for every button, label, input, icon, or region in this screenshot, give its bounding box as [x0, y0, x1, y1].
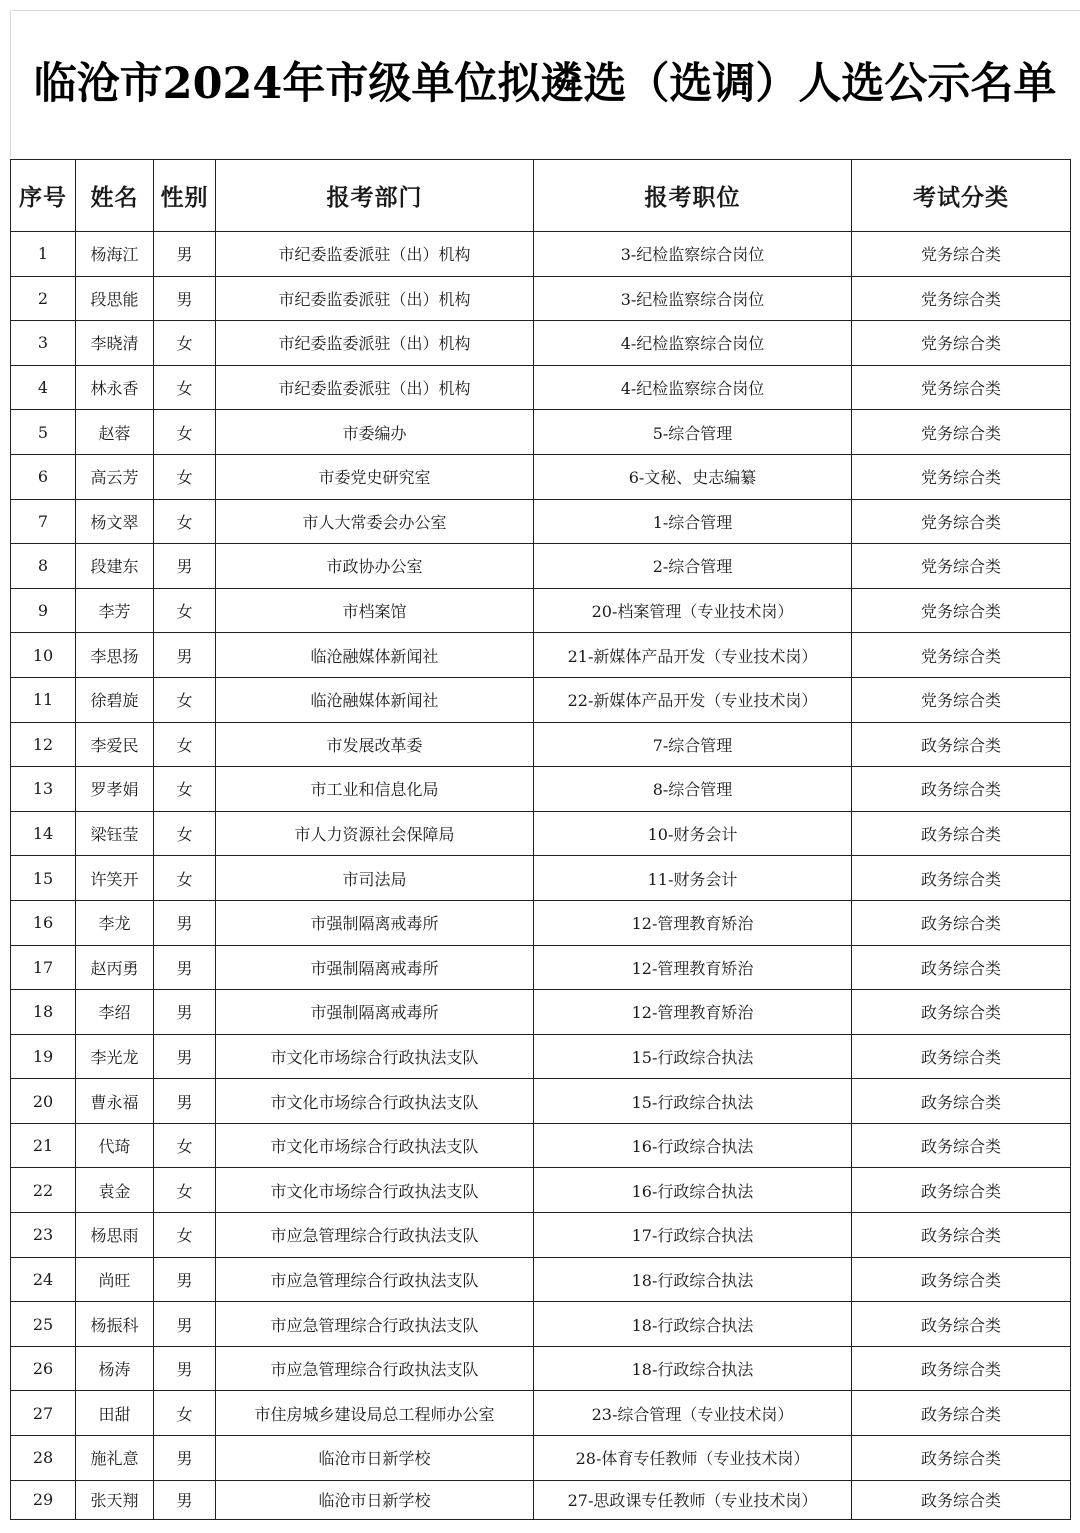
- cell-no: 6: [11, 454, 76, 499]
- cell-name: 杨文翠: [76, 499, 154, 544]
- cell-position: 16-行政综合执法: [534, 1168, 852, 1213]
- cell-no: 11: [11, 677, 76, 722]
- table-row: [11, 454, 1071, 499]
- cell-position: 1-综合管理: [534, 499, 852, 544]
- cell-position: 2-综合管理: [534, 544, 852, 589]
- cell-no: 4: [11, 365, 76, 410]
- cell-gender: 男: [154, 1079, 216, 1124]
- cell-no: 5: [11, 410, 76, 455]
- cell-position: 11-财务会计: [534, 856, 852, 901]
- cell-name: 张天翔: [76, 1480, 154, 1519]
- cell-gender: 男: [154, 232, 216, 277]
- cell-position: 10-财务会计: [534, 811, 852, 856]
- cell-position: 20-档案管理（专业技术岗）: [534, 588, 852, 633]
- table-row: [11, 900, 1071, 945]
- cell-department: 市政协办公室: [216, 544, 534, 589]
- cell-gender: 女: [154, 499, 216, 544]
- table-row: [11, 276, 1071, 321]
- cell-no: 28: [11, 1436, 76, 1481]
- cell-gender: 男: [154, 1480, 216, 1519]
- cell-no: 26: [11, 1346, 76, 1391]
- cell-position: 3-纪检监察综合岗位: [534, 232, 852, 277]
- cell-department: 市工业和信息化局: [216, 767, 534, 812]
- table-row: [11, 1213, 1071, 1258]
- cell-name: 李爱民: [76, 722, 154, 767]
- cell-category: 党务综合类: [852, 410, 1071, 455]
- cell-name: 尚旺: [76, 1257, 154, 1302]
- cell-gender: 女: [154, 588, 216, 633]
- table-row: [11, 811, 1071, 856]
- candidate-table: [10, 159, 1071, 1520]
- cell-no: 8: [11, 544, 76, 589]
- cell-department: 市纪委监委派驻（出）机构: [216, 365, 534, 410]
- cell-position: 15-行政综合执法: [534, 1034, 852, 1079]
- table-row: [11, 722, 1071, 767]
- cell-department: 市人大常委会办公室: [216, 499, 534, 544]
- cell-gender: 女: [154, 811, 216, 856]
- cell-department: 市纪委监委派驻（出）机构: [216, 232, 534, 277]
- cell-position: 18-行政综合执法: [534, 1302, 852, 1347]
- cell-department: 临沧融媒体新闻社: [216, 677, 534, 722]
- cell-category: 党务综合类: [852, 633, 1071, 678]
- cell-name: 徐碧旋: [76, 677, 154, 722]
- cell-gender: 女: [154, 321, 216, 366]
- cell-position: 12-管理教育矫治: [534, 945, 852, 990]
- cell-category: 党务综合类: [852, 544, 1071, 589]
- cell-department: 市住房城乡建设局总工程师办公室: [216, 1391, 534, 1436]
- cell-department: 市文化市场综合行政执法支队: [216, 1079, 534, 1124]
- cell-position: 12-管理教育矫治: [534, 900, 852, 945]
- cell-position: 3-纪检监察综合岗位: [534, 276, 852, 321]
- table-row: [11, 321, 1071, 366]
- cell-category: 政务综合类: [852, 1168, 1071, 1213]
- cell-no: 3: [11, 321, 76, 366]
- cell-position: 16-行政综合执法: [534, 1123, 852, 1168]
- cell-department: 市人力资源社会保障局: [216, 811, 534, 856]
- cell-no: 16: [11, 900, 76, 945]
- cell-department: 市强制隔离戒毒所: [216, 990, 534, 1035]
- cell-no: 7: [11, 499, 76, 544]
- cell-category: 党务综合类: [852, 321, 1071, 366]
- cell-name: 李芳: [76, 588, 154, 633]
- cell-department: 市强制隔离戒毒所: [216, 945, 534, 990]
- table-row: [11, 1480, 1071, 1519]
- cell-department: 市应急管理综合行政执法支队: [216, 1302, 534, 1347]
- cell-position: 6-文秘、史志编纂: [534, 454, 852, 499]
- cell-category: 政务综合类: [852, 722, 1071, 767]
- header-position: 报考职位: [534, 160, 852, 232]
- cell-category: 政务综合类: [852, 1257, 1071, 1302]
- table-row: [11, 767, 1071, 812]
- cell-position: 23-综合管理（专业技术岗）: [534, 1391, 852, 1436]
- cell-department: 市文化市场综合行政执法支队: [216, 1034, 534, 1079]
- cell-no: 12: [11, 722, 76, 767]
- cell-no: 17: [11, 945, 76, 990]
- cell-name: 杨海江: [76, 232, 154, 277]
- cell-no: 20: [11, 1079, 76, 1124]
- cell-department: 市应急管理综合行政执法支队: [216, 1257, 534, 1302]
- cell-gender: 女: [154, 856, 216, 901]
- cell-name: 罗孝娟: [76, 767, 154, 812]
- cell-gender: 女: [154, 1391, 216, 1436]
- cell-gender: 男: [154, 544, 216, 589]
- table-row: [11, 856, 1071, 901]
- cell-gender: 女: [154, 1123, 216, 1168]
- cell-position: 21-新媒体产品开发（专业技术岗）: [534, 633, 852, 678]
- cell-position: 12-管理教育矫治: [534, 990, 852, 1035]
- cell-department: 临沧融媒体新闻社: [216, 633, 534, 678]
- cell-department: 市委党史研究室: [216, 454, 534, 499]
- cell-position: 5-综合管理: [534, 410, 852, 455]
- table-row: [11, 1302, 1071, 1347]
- header-department: 报考部门: [216, 160, 534, 232]
- table-row: [11, 945, 1071, 990]
- cell-gender: 男: [154, 633, 216, 678]
- cell-name: 李晓清: [76, 321, 154, 366]
- cell-gender: 女: [154, 410, 216, 455]
- cell-gender: 女: [154, 767, 216, 812]
- table-row: [11, 588, 1071, 633]
- table-row: [11, 499, 1071, 544]
- cell-department: 市应急管理综合行政执法支队: [216, 1346, 534, 1391]
- cell-no: 24: [11, 1257, 76, 1302]
- cell-name: 段建东: [76, 544, 154, 589]
- table-body: [11, 232, 1071, 1520]
- table-row: [11, 990, 1071, 1035]
- cell-name: 许笑开: [76, 856, 154, 901]
- cell-no: 14: [11, 811, 76, 856]
- header-category: 考试分类: [852, 160, 1071, 232]
- cell-category: 政务综合类: [852, 1480, 1071, 1519]
- cell-category: 政务综合类: [852, 1391, 1071, 1436]
- cell-gender: 男: [154, 276, 216, 321]
- table-row: [11, 1257, 1071, 1302]
- cell-name: 李思扬: [76, 633, 154, 678]
- cell-gender: 女: [154, 1213, 216, 1258]
- table-row: [11, 1391, 1071, 1436]
- top-divider: [12, 10, 1080, 11]
- cell-no: 18: [11, 990, 76, 1035]
- cell-name: 曹永福: [76, 1079, 154, 1124]
- cell-category: 政务综合类: [852, 1123, 1071, 1168]
- table-row: [11, 1346, 1071, 1391]
- cell-department: 市档案馆: [216, 588, 534, 633]
- cell-gender: 女: [154, 1168, 216, 1213]
- cell-no: 10: [11, 633, 76, 678]
- cell-gender: 男: [154, 1346, 216, 1391]
- cell-category: 政务综合类: [852, 945, 1071, 990]
- table-row: [11, 410, 1071, 455]
- cell-name: 段思能: [76, 276, 154, 321]
- cell-category: 政务综合类: [852, 1034, 1071, 1079]
- table-row: [11, 1034, 1071, 1079]
- cell-name: 袁金: [76, 1168, 154, 1213]
- header-gender: 性别: [154, 160, 216, 232]
- cell-gender: 女: [154, 365, 216, 410]
- cell-position: 17-行政综合执法: [534, 1213, 852, 1258]
- cell-gender: 男: [154, 1436, 216, 1481]
- cell-no: 9: [11, 588, 76, 633]
- cell-no: 13: [11, 767, 76, 812]
- table-row: [11, 232, 1071, 277]
- table-row: [11, 677, 1071, 722]
- cell-category: 政务综合类: [852, 1213, 1071, 1258]
- cell-category: 党务综合类: [852, 365, 1071, 410]
- table-row: [11, 1123, 1071, 1168]
- cell-department: 市纪委监委派驻（出）机构: [216, 321, 534, 366]
- cell-position: 4-纪检监察综合岗位: [534, 365, 852, 410]
- cell-gender: 女: [154, 677, 216, 722]
- cell-name: 赵蓉: [76, 410, 154, 455]
- cell-position: 8-综合管理: [534, 767, 852, 812]
- cell-name: 田甜: [76, 1391, 154, 1436]
- cell-category: 党务综合类: [852, 454, 1071, 499]
- table-header-row: [11, 160, 1071, 232]
- cell-name: 林永香: [76, 365, 154, 410]
- cell-no: 27: [11, 1391, 76, 1436]
- cell-gender: 男: [154, 1257, 216, 1302]
- cell-category: 政务综合类: [852, 767, 1071, 812]
- cell-position: 28-体育专任教师（专业技术岗）: [534, 1436, 852, 1481]
- cell-no: 2: [11, 276, 76, 321]
- cell-gender: 男: [154, 990, 216, 1035]
- table-row: [11, 1436, 1071, 1481]
- cell-gender: 女: [154, 722, 216, 767]
- cell-name: 李光龙: [76, 1034, 154, 1079]
- cell-department: 市发展改革委: [216, 722, 534, 767]
- cell-category: 政务综合类: [852, 811, 1071, 856]
- cell-no: 15: [11, 856, 76, 901]
- cell-category: 政务综合类: [852, 1436, 1071, 1481]
- cell-position: 15-行政综合执法: [534, 1079, 852, 1124]
- cell-no: 25: [11, 1302, 76, 1347]
- cell-name: 杨涛: [76, 1346, 154, 1391]
- cell-category: 党务综合类: [852, 232, 1071, 277]
- table-row: [11, 1168, 1071, 1213]
- table-row: [11, 633, 1071, 678]
- cell-position: 18-行政综合执法: [534, 1346, 852, 1391]
- cell-position: 22-新媒体产品开发（专业技术岗）: [534, 677, 852, 722]
- cell-position: 4-纪检监察综合岗位: [534, 321, 852, 366]
- cell-gender: 男: [154, 900, 216, 945]
- cell-category: 政务综合类: [852, 990, 1071, 1035]
- cell-position: 7-综合管理: [534, 722, 852, 767]
- cell-department: 市强制隔离戒毒所: [216, 900, 534, 945]
- cell-name: 李龙: [76, 900, 154, 945]
- cell-gender: 女: [154, 454, 216, 499]
- header-name: 姓名: [76, 160, 154, 232]
- cell-name: 施礼意: [76, 1436, 154, 1481]
- cell-gender: 男: [154, 945, 216, 990]
- table-row: [11, 544, 1071, 589]
- cell-department: 临沧市日新学校: [216, 1436, 534, 1481]
- cell-department: 市司法局: [216, 856, 534, 901]
- cell-name: 杨思雨: [76, 1213, 154, 1258]
- cell-name: 杨振科: [76, 1302, 154, 1347]
- header-no: 序号: [11, 160, 76, 232]
- cell-no: 19: [11, 1034, 76, 1079]
- cell-no: 22: [11, 1168, 76, 1213]
- cell-category: 党务综合类: [852, 677, 1071, 722]
- cell-name: 高云芳: [76, 454, 154, 499]
- table-row: [11, 365, 1071, 410]
- table-row: [11, 1079, 1071, 1124]
- cell-category: 党务综合类: [852, 499, 1071, 544]
- cell-category: 党务综合类: [852, 588, 1071, 633]
- cell-gender: 男: [154, 1302, 216, 1347]
- cell-category: 政务综合类: [852, 900, 1071, 945]
- cell-category: 政务综合类: [852, 1079, 1071, 1124]
- cell-no: 21: [11, 1123, 76, 1168]
- cell-name: 李绍: [76, 990, 154, 1035]
- cell-name: 梁钰莹: [76, 811, 154, 856]
- cell-department: 市纪委监委派驻（出）机构: [216, 276, 534, 321]
- cell-category: 政务综合类: [852, 1346, 1071, 1391]
- cell-no: 1: [11, 232, 76, 277]
- cell-department: 市文化市场综合行政执法支队: [216, 1123, 534, 1168]
- page-title: 临沧市2024年市级单位拟遴选（选调）人选公示名单: [33, 59, 1057, 109]
- cell-category: 党务综合类: [852, 276, 1071, 321]
- cell-department: 临沧市日新学校: [216, 1480, 534, 1519]
- cell-department: 市文化市场综合行政执法支队: [216, 1168, 534, 1213]
- cell-category: 政务综合类: [852, 856, 1071, 901]
- cell-name: 代琦: [76, 1123, 154, 1168]
- cell-name: 赵丙勇: [76, 945, 154, 990]
- cell-no: 29: [11, 1480, 76, 1519]
- cell-department: 市应急管理综合行政执法支队: [216, 1213, 534, 1258]
- cell-no: 23: [11, 1213, 76, 1258]
- cell-gender: 男: [154, 1034, 216, 1079]
- cell-position: 18-行政综合执法: [534, 1257, 852, 1302]
- cell-position: 27-思政课专任教师（专业技术岗）: [534, 1480, 852, 1519]
- cell-department: 市委编办: [216, 410, 534, 455]
- cell-category: 政务综合类: [852, 1302, 1071, 1347]
